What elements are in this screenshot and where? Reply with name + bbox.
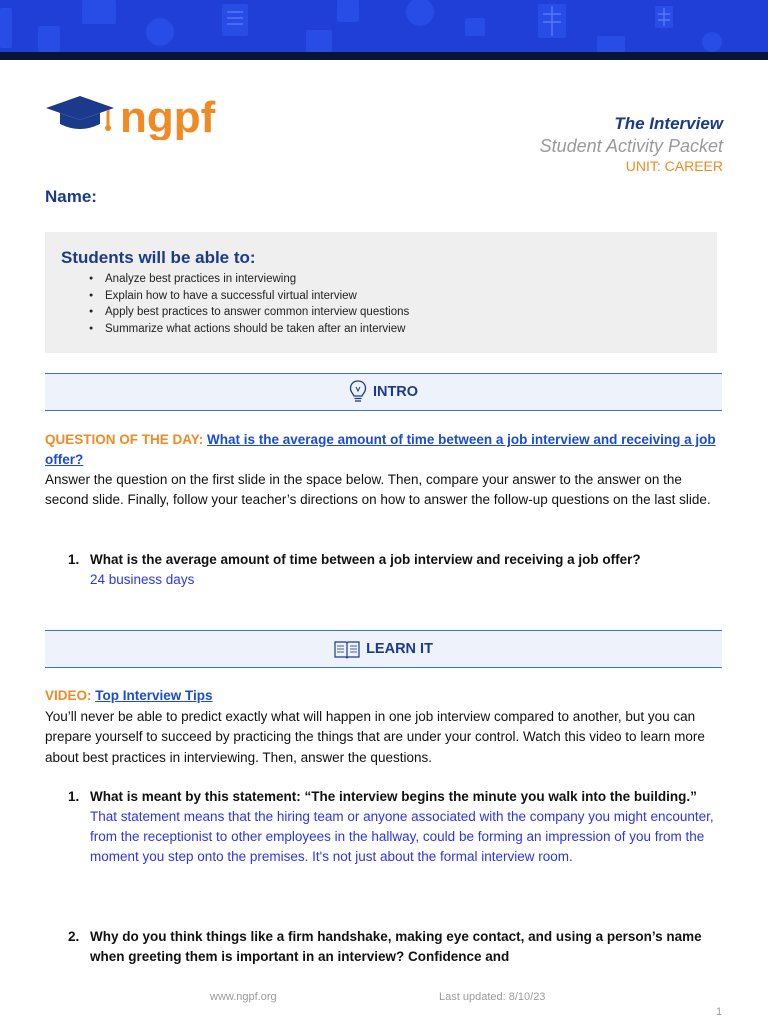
objectives-box: [45, 232, 717, 353]
footer-last-updated: Last updated: 8/10/23: [439, 991, 546, 1003]
intro-section-header: [45, 373, 722, 411]
learn-it-instructions: You’ll never be able to predict exactly what will happen in one job interview compared to another, but you can prepare yourself to succeed by practicing the things that are under your control. Watch this video to learn more about best practices in interviewing. Then, answer the questions.: [45, 709, 705, 765]
learn-it-question-2: [68, 927, 728, 967]
learn-it-question-1: [68, 787, 728, 867]
document-header: [540, 114, 723, 174]
question-text: What is the average amount of time between a job interview and receiving a job offer?: [90, 552, 641, 567]
intro-label: INTRO: [372, 384, 419, 400]
question-number: 1.: [68, 552, 80, 567]
video-prefix: VIDEO:: [45, 688, 92, 703]
video-link[interactable]: Top Interview Tips: [95, 688, 213, 703]
logo-wordmark: ngpf: [120, 93, 216, 140]
qotd-prefix: QUESTION OF THE DAY:: [45, 432, 204, 447]
name-label: Name:: [45, 187, 97, 206]
header-banner: [0, 0, 768, 52]
qotd-link[interactable]: What is the average amount of time between a job interview and receiving a job offer?: [45, 432, 716, 468]
document-subtitle: Student Activity Packet: [539, 136, 723, 156]
objective-item: ● Explain how to have a successful virtual interview: [89, 288, 409, 305]
ngpf-logo: [46, 90, 236, 140]
objective-item: ● Apply best practices to answer common interview questions: [89, 304, 409, 321]
intro-question-1: [68, 550, 728, 590]
document-title: The Interview: [614, 114, 723, 133]
banner-pattern-icon: [0, 0, 768, 52]
answer-text: 24 business days: [90, 572, 195, 587]
learn-it-label: LEARN IT: [366, 641, 433, 657]
question-text: What is meant by this statement: “The interview begins the minute you walk into the building.”: [90, 789, 697, 804]
footer-url: www.ngpf.org: [210, 991, 277, 1003]
page-number: 1: [716, 1006, 723, 1018]
graduation-cap-icon: [46, 96, 114, 131]
question-text: Why do you think things like a firm handshake, making eye contact, and using a person’s name when greeting them is important in an interview? Confidence and: [90, 929, 702, 964]
lightbulb-icon: [349, 379, 367, 405]
objectives-list: [89, 271, 409, 337]
question-of-the-day: [45, 430, 725, 471]
objective-item: ● Summarize what actions should be taken after an interview: [89, 321, 409, 338]
objective-item: ● Analyze best practices in interviewing: [89, 271, 409, 288]
book-icon: [334, 639, 360, 659]
video-line: [45, 686, 725, 706]
objectives-heading: Students will be able to:: [61, 248, 256, 267]
learn-it-section-header: [45, 630, 722, 668]
intro-instructions: Answer the question on the first slide in the space below. Then, compare your answer to the answer on the second slide. Finally, follow your teacher’s directions on how to answer the follow-up questions on the last slide.: [45, 472, 711, 508]
question-number: 2.: [68, 929, 80, 944]
answer-text: That statement means that the hiring team or anyone associated with the company you might encounter, from the receptionist to other employees in the hallway, could be forming an impression of you from the moment you step onto the premises. It's not just about the formal interview room.: [90, 809, 714, 864]
question-number: 1.: [68, 789, 80, 804]
unit-label: UNIT: CAREER: [625, 158, 723, 174]
banner-strip: [0, 52, 768, 60]
